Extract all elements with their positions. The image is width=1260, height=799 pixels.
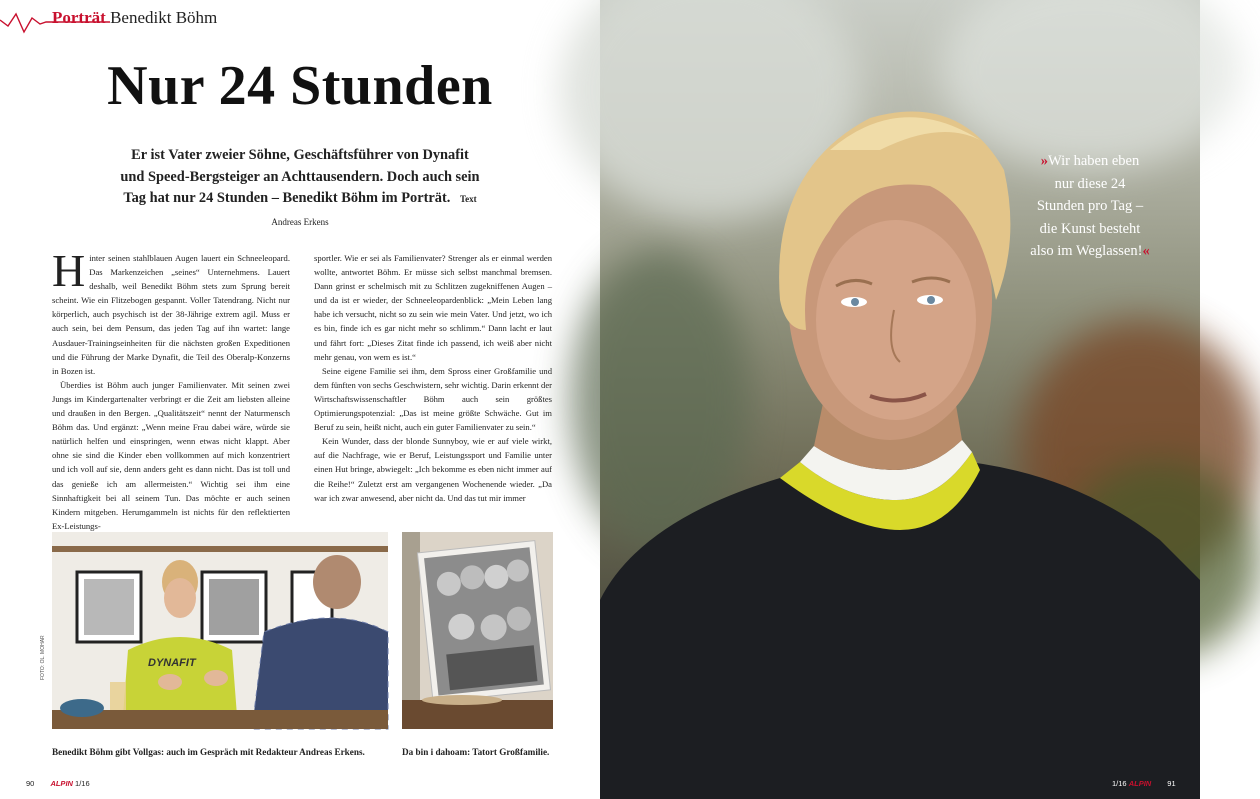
quote-open-mark: »: [1040, 153, 1049, 169]
section-label: Porträt: [52, 8, 106, 27]
paragraph: Kein Wunder, dass der blonde Sunnyboy, wie er auf viele wirkt, auf die Nachfrage, wie er Beruf, Leistungssport und Familie unter einen Hut bringe, abwiegelt: „Ich bekomme es eben nicht immer auf die Reihe!“ Zuletzt erst am vergangenen Wochenende wieder. „Da war ich zwar anwesend, aber nicht da. Und das tut mir immer: [314, 436, 552, 503]
shirt-logo: DYNAFIT: [148, 657, 196, 669]
article-lead: [120, 145, 480, 233]
footer-right: [1112, 779, 1176, 788]
quote-text: Wir haben eben nur diese 24 Stunden pro Tag – die Kunst besteht also im Weglassen!: [1030, 153, 1144, 259]
page-number: 91: [1167, 779, 1176, 788]
body-column-2: [314, 251, 552, 506]
article-title: Nur 24 Stunden: [107, 55, 493, 117]
section-header: [52, 8, 217, 28]
magazine-logo: ALPIN: [50, 779, 73, 788]
footer-left: [26, 779, 90, 788]
paragraph-text: inter seinen stahlblauen Augen lauert ein Schneeleopard. Das Markenzeichen „seines“ Unternehmens. Lauert deshalb, weil Benedikt Böhm stets zum Sprung bereit scheint. Wie ein Flitzebogen gespannt. Voller Tatendrang. Nicht nur körperlich, auch psychisch ist der 38-Jährige extrem agil. Muss er auch sein, bei dem Pensum, das jeden Tag auf ihn wartet: lange Ausdauer-Trainingseinheiten für die nächsten großen Expeditionen und die Führung der Marke Dynafit, die Teil des Oberalp-Konzerns in Bozen ist.: [52, 253, 290, 376]
page-number: 90: [26, 779, 35, 788]
paragraph: [52, 245, 290, 378]
section-name: Benedikt Böhm: [110, 8, 218, 27]
paragraph: Seine eigene Familie sei ihm, dem Spross einer Großfamilie und dem fünften von sechs Geschwistern, sehr wichtig. Darin erkennt der Wirtschaftswissenschaftler Böhm auch sein größtes Optimierungspotenzial: „Das ist meine größte Schwäche. Gut im Beruf zu sein, heißt nicht, auch ein guter Familienvater zu sein.“: [314, 365, 552, 433]
paragraph: sportler. Wie er sei als Familienvater? Strenger als er einmal werden wollte, antwortet Böhm. Er müsse sich selbst manchmal bremsen. Dann grinst er schelmisch mit zu Schlitzen zugekniffenen Augen – und da ist er wieder, der Schneeleopardenblick: „Mein Leben lang habe ich versucht, nicht so zu sein wie mein Vater. Und jetzt, wo ich es bin, finde ich es gar nicht mehr so schlimm.“ Dann lacht er laut und fährt fort: „Dieses Zitat finde ich passend, ich weiß aber nicht mehr genau, von wem es ist.“: [314, 253, 552, 362]
paragraph: Überdies ist Böhm auch junger Familienvater. Mit seinen zwei Jungs im Kindergartenalter verbringt er die Zeit am liebsten alleine und draußen in den Bergen. „Qualitätszeit“ nennt der Naturmensch Böhm das. Und ergänzt: „Wenn meine Frau dabei wäre, würde sie natürlich helfen und einspringen, wenn etwas nicht klappt. Aber ohne sie sind die Kinder eben vollkommen auf mich konzentriert und ich voll auf sie, denn anders geht es dann nicht. Das ist toll und das genieße ich am allermeisten.“ Wichtig sei ihm eine Sinnhaftigkeit bei all seinem Tun. Das möchte er auch seinen Kindern mitgeben. Herumgammeln ist nichts für den reflektierten Ex-Leistungs-: [52, 379, 290, 531]
left-page: [0, 0, 600, 799]
issue-number: 1/16: [75, 779, 90, 788]
family-photo: [402, 532, 553, 729]
dropcap: H: [52, 245, 86, 296]
magazine-logo: ALPIN: [1128, 779, 1152, 788]
photo-credit: FOTO: OL. MOHAR: [40, 635, 46, 680]
issue-number: 1/16: [1112, 779, 1127, 788]
byline-name: Andreas Erkens: [271, 216, 329, 227]
quote-close-mark: «: [1142, 243, 1150, 259]
lead-text: Er ist Vater zweier Söhne, Geschäftsführer von Dynafit und Speed-Bergsteiger an Achttausendern. Doch auch sein Tag hat nur 24 Stunden – Benedikt Böhm im Porträt.: [120, 147, 480, 206]
interview-photo: [52, 532, 388, 729]
body-column-1: [52, 245, 290, 531]
byline-label: Text: [459, 194, 477, 204]
caption-family: Da bin i dahoam: Tatort Großfamilie.: [402, 747, 550, 757]
caption-interview: Benedikt Böhm gibt Vollgas: auch im Gespräch mit Redakteur Andreas Erkens.: [52, 747, 365, 757]
portrait-photo: [600, 0, 1200, 799]
pull-quote: [1030, 150, 1150, 263]
